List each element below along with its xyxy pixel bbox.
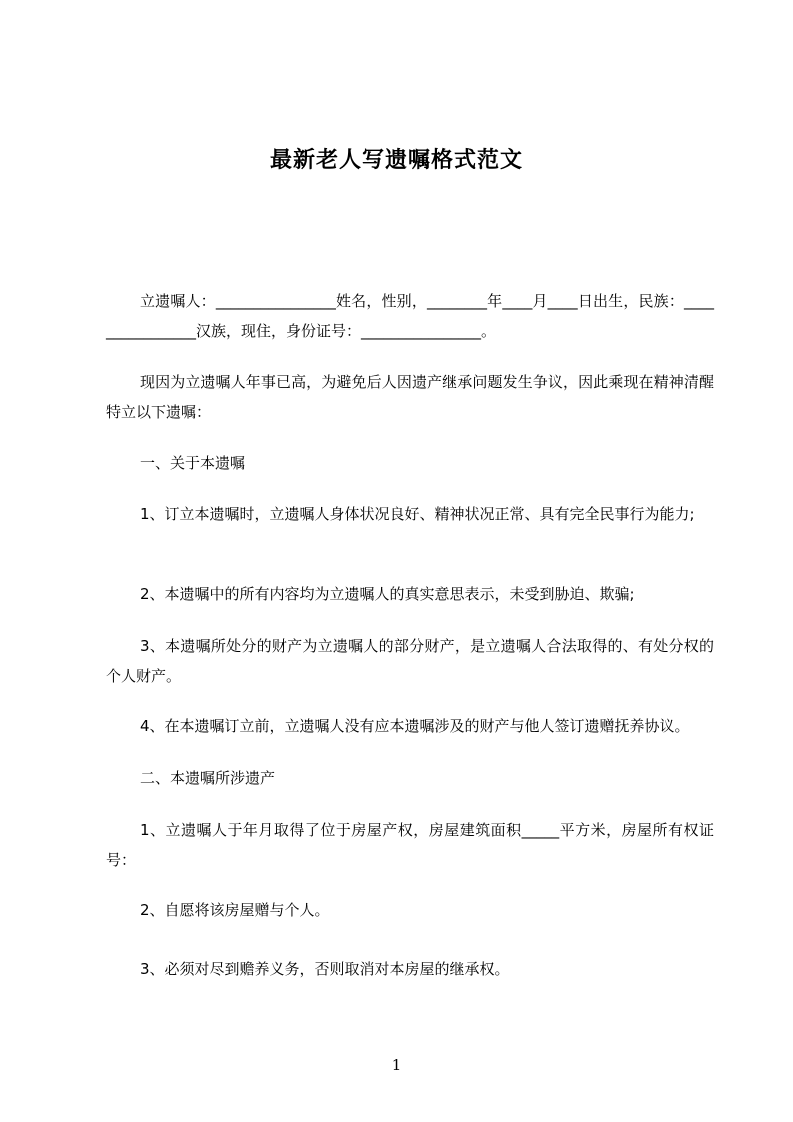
clause-1-2: 2、本遗嘱中的所有内容均为立遗嘱人的真实意思表示，未受到胁迫、欺骗; <box>140 585 635 603</box>
clause-2-1: 1、立遗嘱人于年月取得了位于房屋产权，房屋建筑面积_____平方米，房屋所有权证号： <box>106 821 714 869</box>
testator-info-paragraph: 立遗嘱人：________________姓名，性别，________年____月____日出生，民族：________________汉族，现住，身份证号：________________。 <box>106 292 714 340</box>
document-title: 最新老人写遗嘱格式范文 <box>269 148 523 173</box>
section-heading-estate: 二、本遗嘱所涉遗产 <box>140 769 276 787</box>
clause-2-3: 3、必须对尽到赡养义务，否则取消对本房屋的继承权。 <box>140 960 510 978</box>
section-heading-about-will: 一、关于本遗嘱 <box>140 454 246 472</box>
clause-1-3: 3、本遗嘱所处分的财产为立遗嘱人的部分财产，是立遗嘱人合法取得的、有处分权的个人财产。 <box>106 637 714 685</box>
clause-2-2: 2、自愿将该房屋赠与个人。 <box>140 901 330 919</box>
preamble-paragraph: 现因为立遗嘱人年事已高，为避免后人因遗产继承问题发生争议，因此乘现在精神清醒特立以下遗嘱： <box>106 373 714 421</box>
clause-1-4: 4、在本遗嘱订立前，立遗嘱人没有应本遗嘱涉及的财产与他人签订遗赠抚养协议。 <box>140 717 690 735</box>
page-number: 1 <box>391 1056 402 1074</box>
clause-1-1: 1、订立本遗嘱时，立遗嘱人身体状况良好、精神状况正常、具有完全民事行为能力; <box>140 505 695 523</box>
